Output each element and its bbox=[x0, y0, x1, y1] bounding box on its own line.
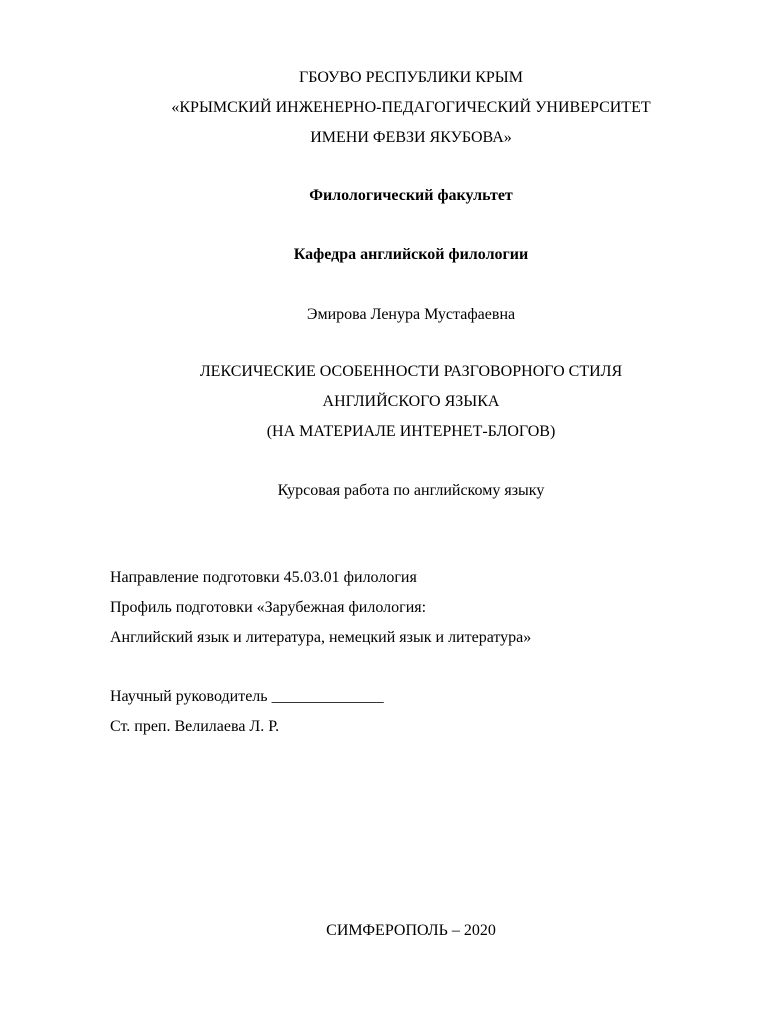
study-profile-line-1: Профиль подготовки «Зарубежная филология: bbox=[110, 599, 427, 616]
institution-line-1: ГБОУВО РЕСПУБЛИКИ КРЫМ bbox=[299, 69, 523, 86]
institution-line-3: ИМЕНИ ФЕВЗИ ЯКУБОВА» bbox=[310, 129, 512, 146]
department-name: Кафедра английской филологии bbox=[293, 246, 529, 263]
author-name: Эмирова Ленура Мустафаевна bbox=[306, 306, 516, 323]
study-direction: Направление подготовки 45.03.01 филология bbox=[110, 569, 417, 586]
title-line-3: (НА МАТЕРИАЛЕ ИНТЕРНЕТ-БЛОГОВ) bbox=[266, 423, 556, 440]
supervisor-name: Ст. преп. Велилаева Л. Р. bbox=[110, 718, 280, 735]
title-line-1: ЛЕКСИЧЕСКИЕ ОСОБЕННОСТИ РАЗГОВОРНОГО СТИЛЯ bbox=[199, 363, 623, 380]
institution-line-2: «КРЫМСКИЙ ИНЖЕНЕРНО-ПЕДАГОГИЧЕСКИЙ УНИВЕРСИТЕТ bbox=[171, 99, 651, 116]
work-type: Курсовая работа по английскому языку bbox=[277, 482, 545, 499]
city-year: СИМФЕРОПОЛЬ – 2020 bbox=[326, 922, 496, 939]
title-line-2: АНГЛИЙСКОГО ЯЗЫКА bbox=[322, 393, 500, 410]
study-profile-line-2: Английский язык и литература, немецкий язык и литература» bbox=[110, 629, 532, 646]
faculty-name: Филологический факультет bbox=[309, 187, 513, 204]
supervisor-label: Научный руководитель ______________ bbox=[110, 688, 384, 705]
